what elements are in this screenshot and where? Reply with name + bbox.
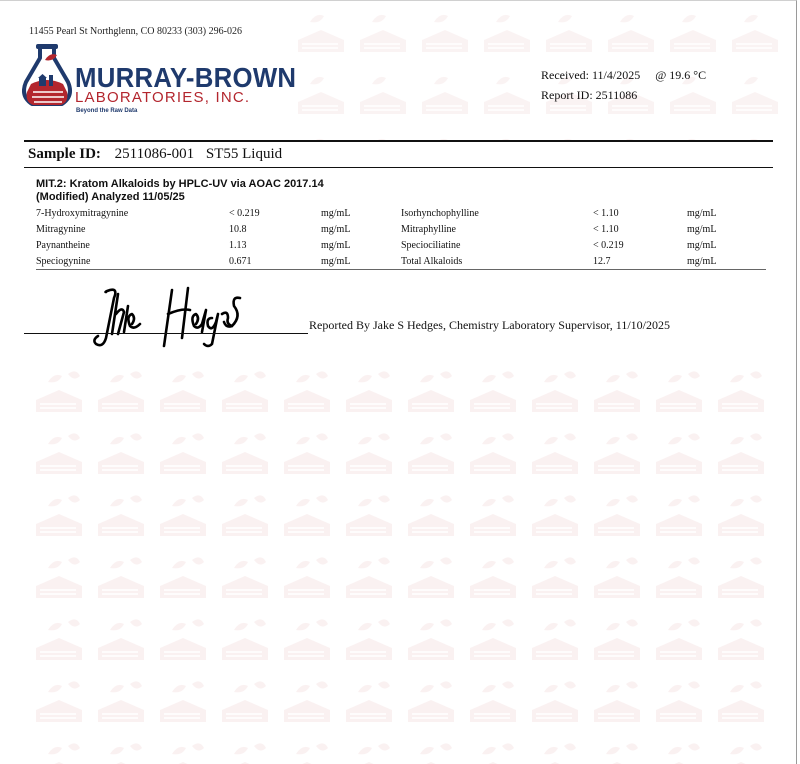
analyte-name: Speciociliatine — [401, 239, 461, 251]
report-id-info — [541, 88, 637, 103]
analyte-unit: mg/mL — [687, 207, 717, 219]
watermark-pattern-top — [290, 0, 790, 140]
received-date: 11/4/2025 — [591, 68, 641, 82]
analyte-name: Mitraphylline — [401, 223, 456, 235]
analyte-name: Speciogynine — [36, 255, 91, 267]
results-table — [36, 205, 767, 269]
reported-by: Reported By Jake S Hedges, Chemistry Laboratory Supervisor, 11/10/2025 — [309, 318, 671, 332]
logo-tagline: Beyond the Raw Data — [76, 108, 138, 114]
table-row — [36, 253, 767, 269]
received-info — [541, 68, 706, 83]
sample-divider — [24, 167, 773, 168]
signature-line — [24, 333, 308, 334]
sample-name: ST55 Liquid — [205, 146, 283, 162]
analyte-unit: mg/mL — [321, 207, 351, 219]
analyte-unit: mg/mL — [687, 223, 717, 235]
lab-address: 11455 Pearl St Northglenn, CO 80233 (303) 296-026 — [29, 26, 242, 37]
table-divider — [36, 269, 766, 270]
sample-id-label: Sample ID: — [28, 146, 101, 162]
analyte-unit: mg/mL — [321, 255, 351, 267]
analyte-name: Isorhynchophylline — [401, 207, 479, 219]
logo-name: MURRAY-BROWN — [75, 62, 297, 93]
received-temperature: @ 19.6 °C — [655, 68, 707, 82]
watermark-pattern — [28, 360, 773, 764]
analyte-name: 7-Hydroxymitragynine — [36, 207, 129, 219]
analyte-unit: mg/mL — [321, 223, 351, 235]
analyte-value: < 1.10 — [593, 207, 619, 219]
sample-id-row — [28, 146, 282, 163]
report-id-value: 2511086 — [595, 88, 638, 102]
sample-id-value: 2511086-001 — [114, 146, 195, 162]
analyte-name: Mitragynine — [36, 223, 86, 235]
received-label: Received: — [541, 68, 589, 82]
report-id-label: Report ID: — [541, 88, 593, 102]
analyte-value: 12.7 — [593, 255, 611, 267]
method-line-2: (Modified) Analyzed 11/05/25 — [36, 191, 185, 203]
analyte-value: 0.671 — [229, 255, 252, 267]
table-row — [36, 221, 767, 237]
table-row — [36, 205, 767, 221]
analyte-unit: mg/mL — [687, 239, 717, 251]
handwritten-signature — [88, 284, 248, 354]
analyte-unit: mg/mL — [687, 255, 717, 267]
analyte-name: Paynantheine — [36, 239, 90, 251]
analyte-value: 10.8 — [229, 223, 247, 235]
analyte-value: 1.13 — [229, 239, 247, 251]
analyte-name: Total Alkaloids — [401, 255, 463, 267]
table-row — [36, 237, 767, 253]
method-line-1: MIT.2: Kratom Alkaloids by HPLC-UV via AOAC 2017.14 — [36, 178, 324, 190]
analyte-value: < 0.219 — [593, 239, 624, 251]
header-divider — [24, 140, 773, 142]
logo-subname: LABORATORIES, INC. — [75, 89, 251, 106]
method-heading — [36, 178, 324, 204]
analyte-value: < 0.219 — [229, 207, 260, 219]
analyte-value: < 1.10 — [593, 223, 619, 235]
analyte-unit: mg/mL — [321, 239, 351, 251]
